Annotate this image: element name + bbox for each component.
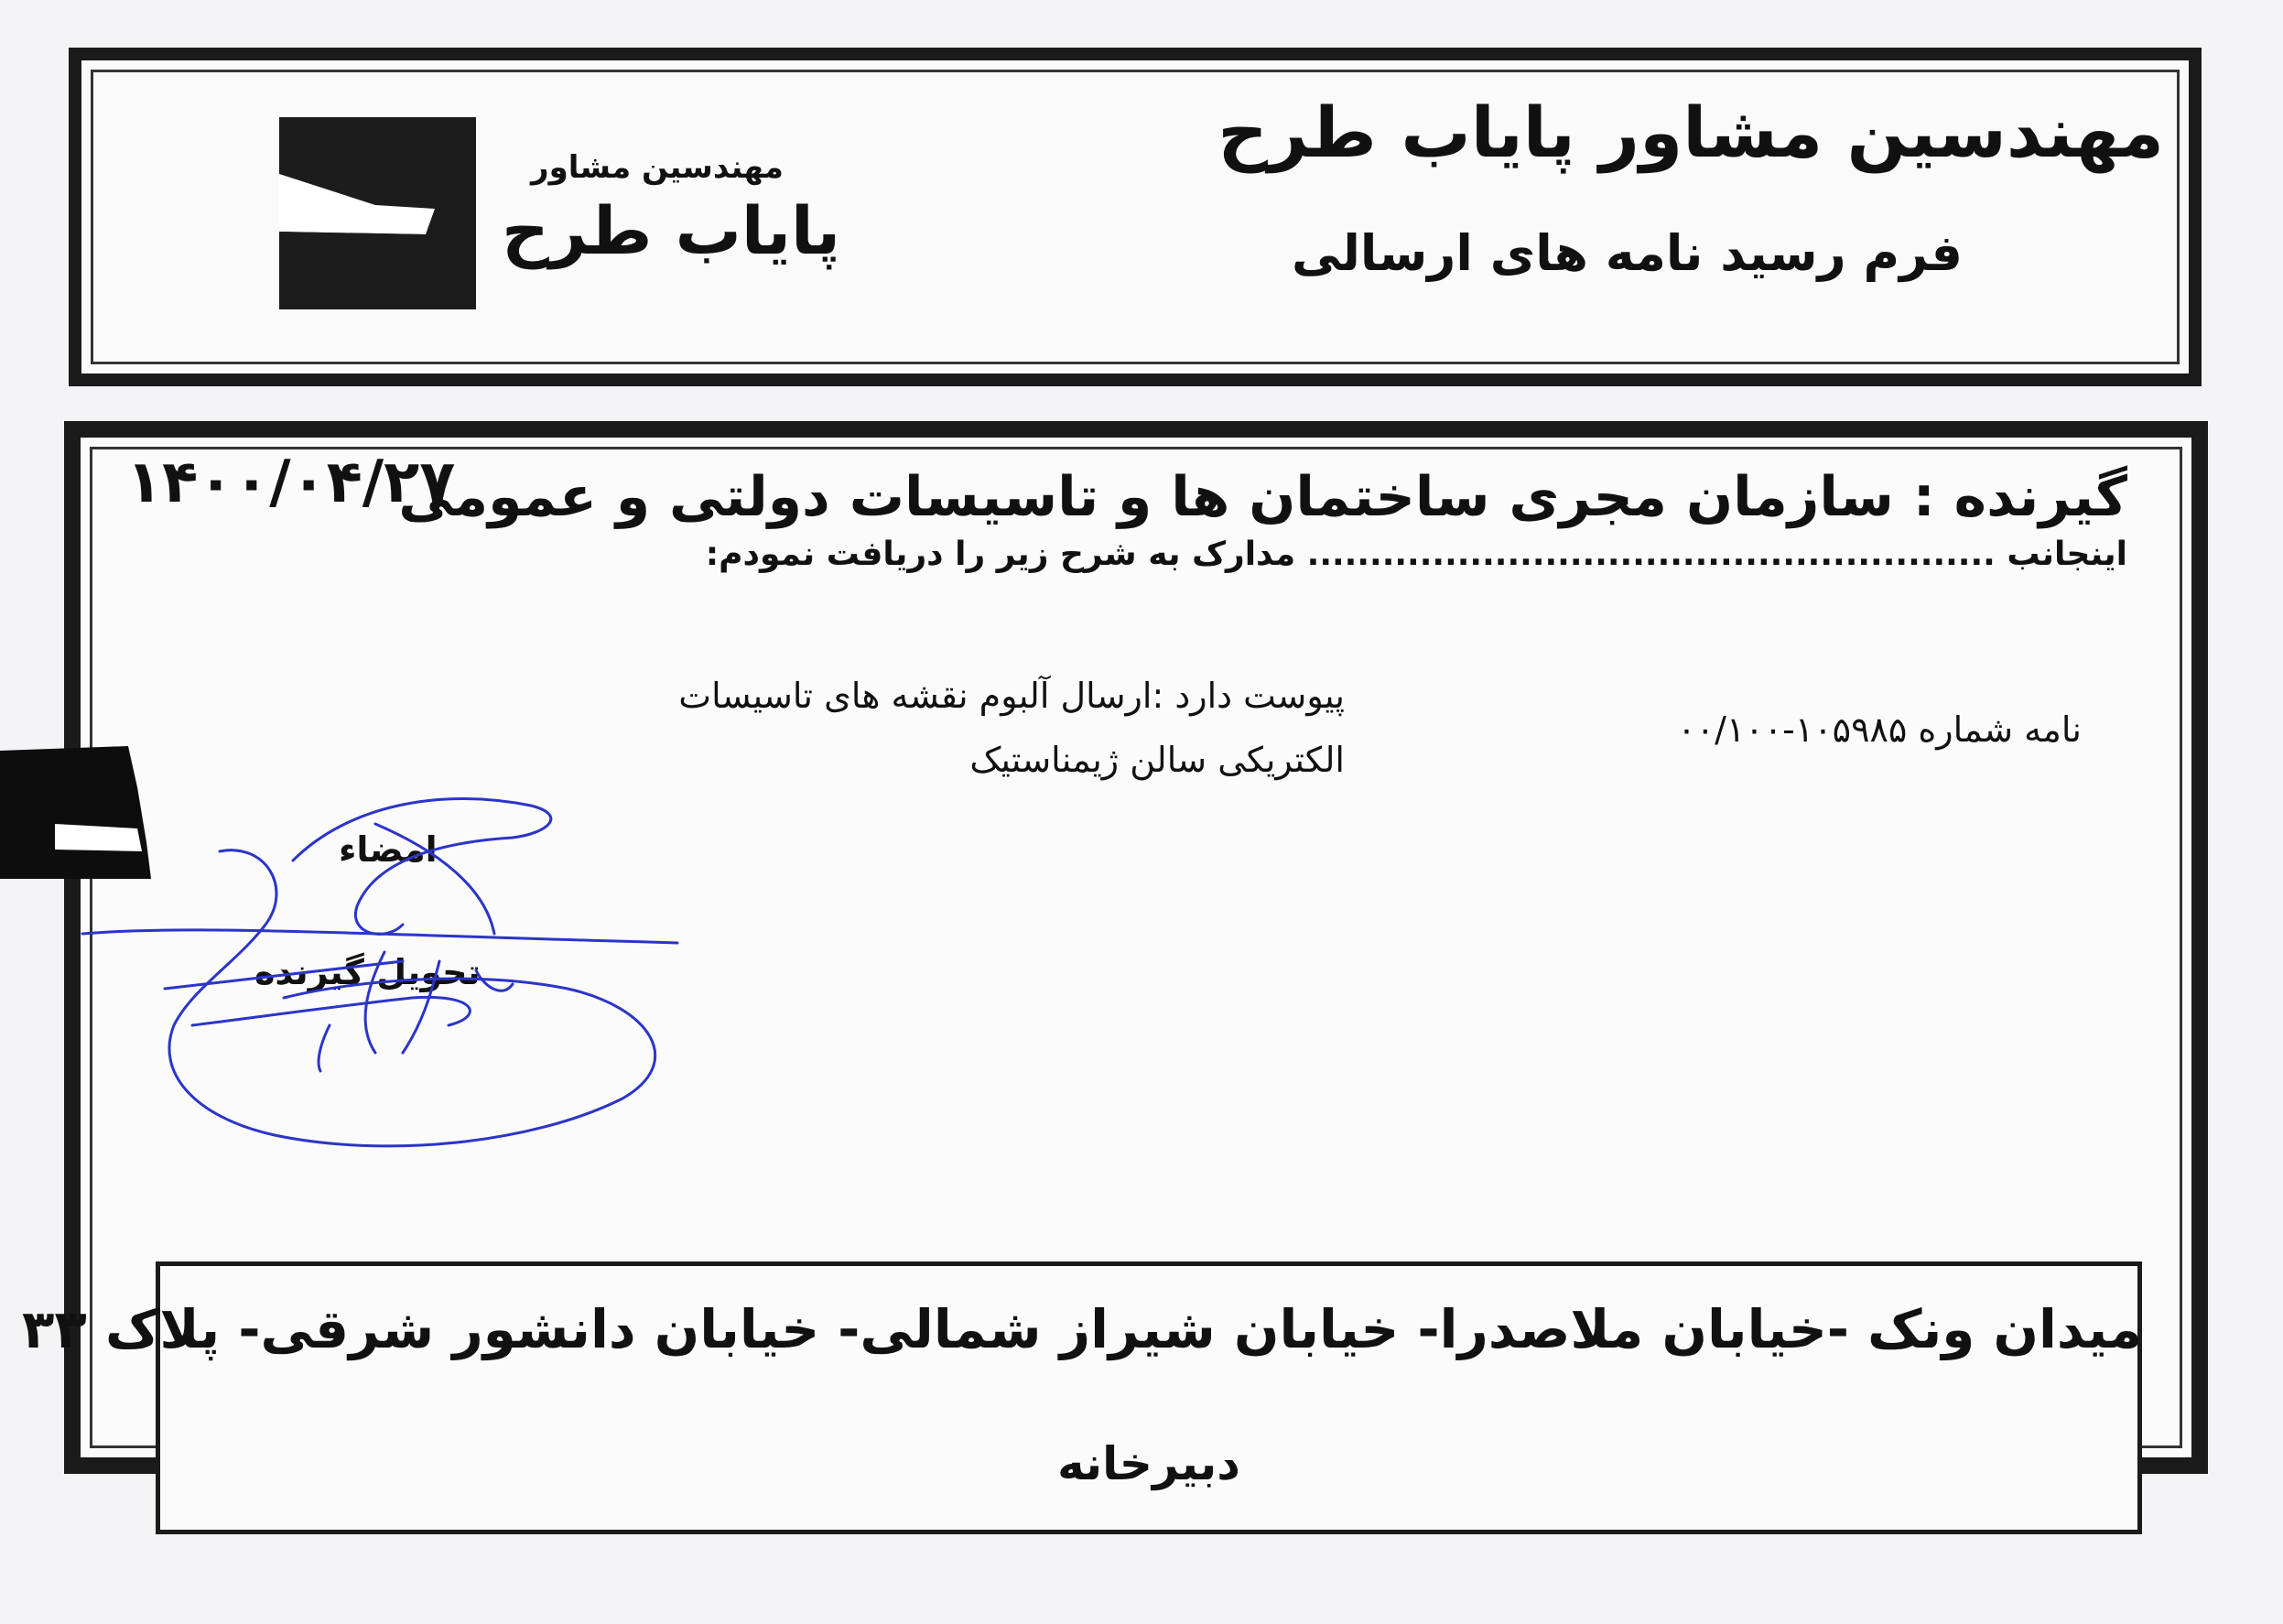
attachment-line-1: پیوست دارد :ارسال آلبوم نقشه های تاسیسات	[678, 676, 1345, 716]
secretariat-label: دبیرخانه	[1057, 1437, 1240, 1490]
attachment-line-2: الکتریکی سالن ژیمناستیک	[969, 740, 1345, 780]
office-address: میدان ونک -خیابان ملاصدرا- خیابان شیراز شمالی- خیابان دانشور شرقی- پلاک ۳۳	[21, 1298, 2142, 1360]
company-title: مهندسین مشاور پایاب طرح	[1217, 92, 2164, 173]
torn-edge-mark	[0, 732, 160, 888]
signature-label: امضاء	[339, 829, 438, 870]
receiver-label: تحویل گیرنده	[254, 952, 481, 992]
letter-number: نامه شماره ۱۰۵۹۸۵-۰۰/۱۰۰	[1677, 709, 2082, 750]
company-logo-icon	[279, 117, 476, 309]
recipient-line: گیرنده : سازمان مجری ساختمان ها و تاسیسات دولتی و عمومی	[398, 465, 2127, 529]
letter-date: ۱۴۰۰/۰۴/۲۷	[126, 449, 456, 516]
acknowledgement-line: اینجانب ....................................................... مدارک به شرح زیر را دریافت نمودم:	[705, 536, 2127, 573]
logo-subtitle: مهندسین مشاور	[531, 149, 784, 186]
logo-name: پایاب طرح	[502, 192, 841, 269]
form-title: فرم رسید نامه های ارسالی	[1292, 224, 1963, 282]
